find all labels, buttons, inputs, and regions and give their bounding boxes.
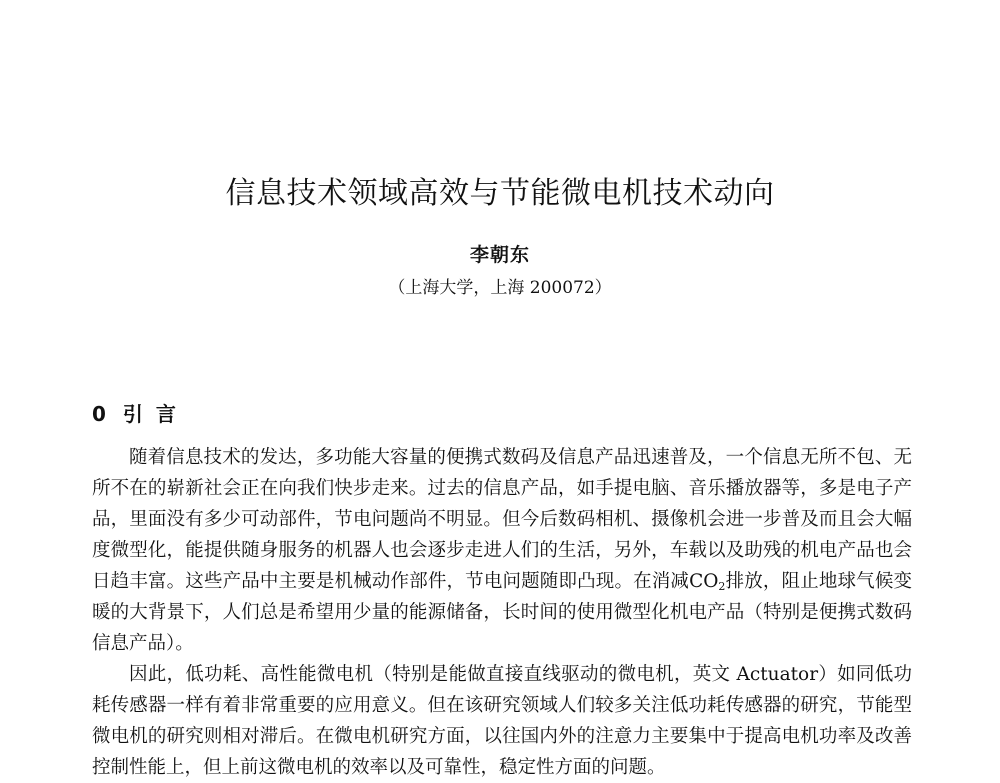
body-text	[92, 442, 912, 783]
co2-subscript: 2	[718, 580, 726, 593]
author-name: 李朝东	[469, 244, 530, 266]
paragraph-1-part-a: 随着信息技术的发达，多功能大容量的便携式数码及信息产品迅速普及，一个信息无所不包、无所不在的崭新社会正在向我们快步走来。过去的信息产品，如手提电脑、音乐播放器等，多是电子产品，里面没有多少可动部件，节电问题尚不明显。但今后数码相机、摄像机会进一步普及而且会大幅度微型化，能提供随身服务的机器人也会逐步走进人们的生活，另外，车载以及助残的机电产品也会日趋丰富。这些产品中主要是机械动作部件，节电问题随即凸现。在消减CO	[92, 447, 912, 592]
paragraph-1-part-b: 排放，阻止地球气候变暖的大背景下，人们总是希望用少量的能源储备，长时间的使用微型化机电产品（特别是便携式数码信息产品）。	[92, 571, 912, 654]
section-heading-introduction	[92, 398, 179, 427]
author-affiliation: （上海大学，上海 200072）	[388, 278, 612, 298]
paragraph-1	[92, 442, 912, 659]
paragraph-2: 因此，低功耗、高性能微电机（特别是能做直接直线驱动的微电机，英文 Actuator）如同低功耗传感器一样有着非常重要的应用意义。但在该研究领域人们较多关注低功耗传感器的研究，节能型微电机的研究则相对滞后。在微电机研究方面，以往国内外的注意力主要集中于提高电机功率及改善控制性能上，但上前这微电机的效率以及可靠性，稳定性方面的问题。	[92, 664, 912, 778]
paper-title: 信息技术领域高效与节能微电机技术动向	[225, 176, 775, 211]
section-number: 0	[92, 402, 109, 426]
section-title: 引 言	[122, 402, 179, 426]
